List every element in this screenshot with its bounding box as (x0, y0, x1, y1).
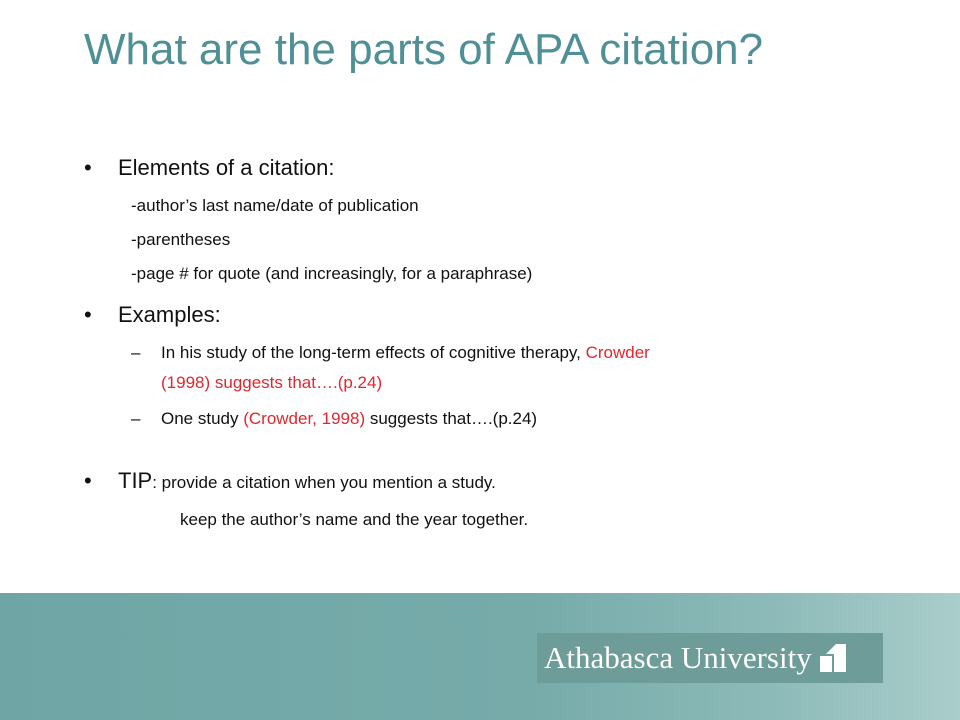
tip-text: : provide a citation when you mention a study. (152, 473, 496, 492)
bullet-label: Examples: (118, 302, 221, 327)
athabasca-logo-mark-icon (820, 644, 846, 672)
sub-item-author-date: -author’s last name/date of publication (131, 196, 419, 215)
dash-marker: – (131, 343, 141, 362)
example-1-citation-author: Crowder (585, 343, 650, 362)
bullet-dot: • (84, 302, 92, 327)
example-1 (131, 343, 650, 363)
example-2 (131, 409, 537, 429)
bullet-dot: • (84, 155, 92, 180)
tip-text-line2: keep the author’s name and the year together. (180, 510, 529, 529)
bullet-elements (84, 155, 334, 181)
sub-item-page-number: -page # for quote (and increasingly, for a paraphrase) (131, 264, 533, 283)
bullet-dot: • (84, 468, 92, 493)
example-2-text: One study (161, 409, 244, 428)
example-2-tail: suggests that….(p.24) (365, 409, 538, 428)
bullet-tip (84, 468, 496, 494)
dash-marker: – (131, 409, 141, 428)
bullet-label: Elements of a citation: (118, 155, 335, 180)
slide-title: What are the parts of APA citation? (84, 25, 764, 74)
tip-label: TIP (118, 468, 153, 493)
athabasca-logo (537, 633, 883, 683)
sub-item-parentheses: -parentheses (131, 230, 231, 249)
example-1-citation-year: (1998) suggests that….(p.24) (161, 373, 383, 392)
example-1-text: In his study of the long-term effects of cognitive therapy, (161, 343, 586, 362)
bullet-examples (84, 302, 221, 328)
logo-text: Athabasca University (544, 640, 812, 675)
example-2-citation: (Crowder, 1998) (243, 409, 366, 428)
